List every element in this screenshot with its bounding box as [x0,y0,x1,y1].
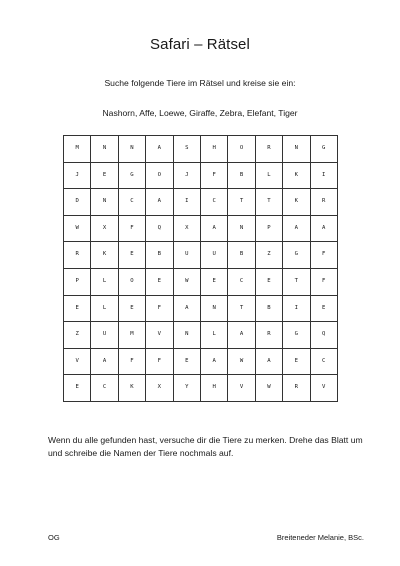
grid-row [64,136,338,163]
grid-cell: E [118,242,145,269]
grid-cell: I [173,189,200,216]
grid-cell: G [283,242,310,269]
grid-cell: K [283,189,310,216]
grid-row [64,242,338,269]
grid-cell: O [146,162,173,189]
grid-cell: M [118,322,145,349]
grid-cell: P [255,215,282,242]
grid-cell: W [64,215,91,242]
grid-cell: A [146,189,173,216]
grid-cell: A [91,348,118,375]
grid-cell: F [118,215,145,242]
grid-cell: J [64,162,91,189]
grid-cell: X [91,215,118,242]
footer-author: Breiteneder Melanie, BSc. [276,533,364,542]
grid-cell: A [255,348,282,375]
grid-cell: R [64,242,91,269]
grid-cell: W [228,348,255,375]
grid-cell: E [310,295,337,322]
animal-list: Nashorn, Affe, Loewe, Giraffe, Zebra, Elefant, Tiger [102,108,298,118]
grid-cell: Q [310,322,337,349]
grid-cell: T [228,189,255,216]
grid-cell: M [64,136,91,163]
grid-cell: A [173,295,200,322]
grid-cell: U [173,242,200,269]
grid-cell: G [118,162,145,189]
word-search-grid [63,135,338,402]
grid-cell: Z [64,322,91,349]
grid-cell: R [255,136,282,163]
grid-cell: I [310,162,337,189]
grid-cell: F [310,242,337,269]
grid-cell: L [91,268,118,295]
grid-cell: A [228,322,255,349]
grid-cell: H [200,136,227,163]
grid-cell: L [255,162,282,189]
grid-cell: C [310,348,337,375]
grid-cell: N [200,295,227,322]
grid-cell: N [173,322,200,349]
grid-cell: X [146,375,173,402]
grid-cell: T [255,189,282,216]
grid-cell: G [310,136,337,163]
grid-cell: R [255,322,282,349]
grid-cell: F [310,268,337,295]
grid-row [64,322,338,349]
grid-cell: U [91,322,118,349]
grid-cell: I [283,295,310,322]
grid-cell: K [118,375,145,402]
grid-cell: A [200,215,227,242]
grid-row [64,189,338,216]
grid-cell: O [118,268,145,295]
grid-cell: E [146,268,173,295]
grid-cell: F [146,348,173,375]
grid-cell: E [255,268,282,295]
grid-cell: C [91,375,118,402]
grid-cell: V [310,375,337,402]
grid-cell: E [91,162,118,189]
grid-cell: E [64,295,91,322]
grid-cell: T [228,295,255,322]
grid-row [64,375,338,402]
grid-cell: C [118,189,145,216]
grid-cell: V [228,375,255,402]
closing-instruction: Wenn du alle gefunden hast, versuche dir die Tiere zu merken. Drehe das Blatt um und schreibe die Namen der Tiere nochmals auf. [48,435,363,458]
grid-cell: N [283,136,310,163]
grid-cell: E [200,268,227,295]
grid-cell: P [64,268,91,295]
grid-cell: A [283,215,310,242]
grid-cell: E [64,375,91,402]
grid-cell: Q [146,215,173,242]
grid-cell: V [64,348,91,375]
grid-cell: Z [255,242,282,269]
grid-cell: N [91,189,118,216]
grid-cell: F [146,295,173,322]
grid-cell: N [118,136,145,163]
grid-cell: R [310,189,337,216]
grid-cell: Y [173,375,200,402]
grid-cell: A [310,215,337,242]
grid-cell: B [146,242,173,269]
grid-cell: W [255,375,282,402]
grid-cell: T [283,268,310,295]
grid-cell: C [228,268,255,295]
instruction-text: Suche folgende Tiere im Rätsel und kreise sie ein: [104,78,296,88]
grid-cell: U [200,242,227,269]
grid-cell: L [200,322,227,349]
grid-cell: G [283,322,310,349]
grid-cell: J [173,162,200,189]
grid-row [64,295,338,322]
word-search-grid-body [64,136,338,402]
page-title: Safari – Rätsel [150,36,250,53]
grid-cell: V [146,322,173,349]
grid-cell: B [228,242,255,269]
grid-cell: F [118,348,145,375]
grid-row [64,162,338,189]
grid-cell: E [173,348,200,375]
grid-cell: A [200,348,227,375]
grid-cell: A [146,136,173,163]
grid-cell: S [173,136,200,163]
grid-cell: B [255,295,282,322]
grid-cell: W [173,268,200,295]
grid-cell: O [228,136,255,163]
grid-cell: K [91,242,118,269]
grid-cell: E [118,295,145,322]
grid-cell: X [173,215,200,242]
grid-cell: F [200,162,227,189]
grid-cell: K [283,162,310,189]
grid-row [64,268,338,295]
grid-cell: H [200,375,227,402]
grid-cell: L [91,295,118,322]
grid-cell: E [283,348,310,375]
grid-cell: B [228,162,255,189]
grid-row [64,215,338,242]
grid-cell: N [228,215,255,242]
grid-cell: N [91,136,118,163]
footer-class-label: OG [48,533,60,542]
grid-cell: R [283,375,310,402]
grid-row [64,348,338,375]
grid-cell: D [64,189,91,216]
grid-cell: C [200,189,227,216]
